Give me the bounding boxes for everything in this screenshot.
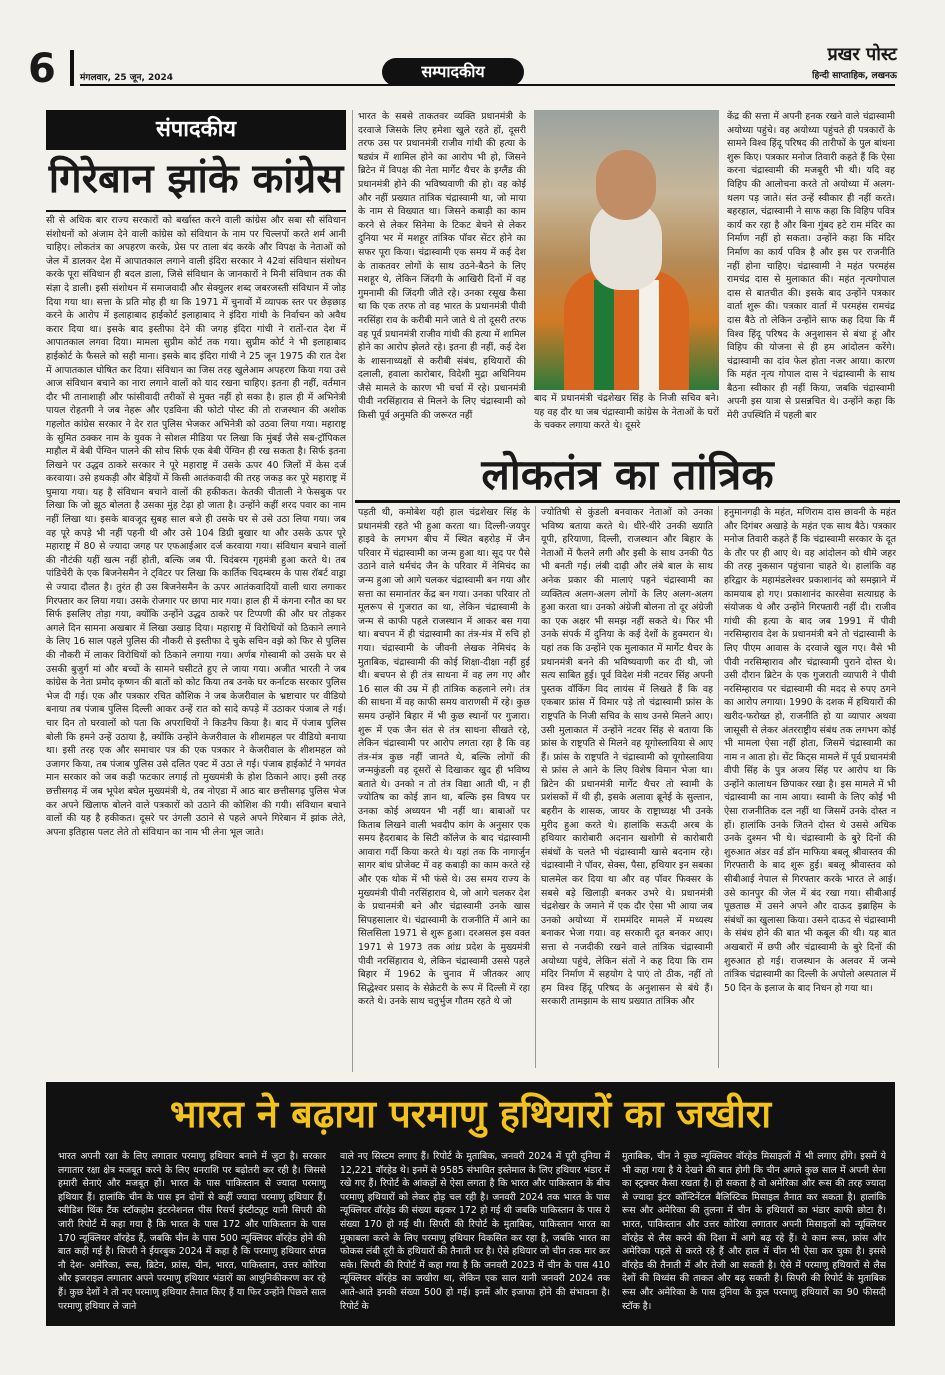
- column-divider: [718, 506, 719, 1068]
- page-number-divider: [70, 50, 74, 86]
- article-column-top-right: [727, 110, 895, 440]
- editorial-body-text: सी से अधिक बार राज्य सरकारों को बर्खास्त करने वाली कांग्रेस और सबा सौ संविधान संशोधनों को अंजाम देने वाली कांग्रेस को संविधान के नाम पर चिल्लपों करते शर्म आनी चाहिए। लोकतंत्र का अपहरण करके, प्रेस पर ताला बंद करके और विपक्ष के नेताओं को जेल में डालकर देश में आपातकाल लगाने वाली इंदिरा सरकार ने 42वां संविधान संशोधन करके पूरा संविधान ही बदल डाला, जिसे संविधान के जानकारों ने मिनी संविधान तक की संज्ञा दे डाली। इसी संशोधन में समाजवादी और सेक्युलर शब्द जबरजस्ती संविधान में जोड़ दिया गया था। सत्ता के प्रति मोह ही था कि 1971 में चुनावों में व्यापक स्तर पर छेड़छाड़ करने के आरोप में इलाहाबाद हाईकोर्ट इलाहाबाद ने इंदिरा गांधी के निर्वाचन को अवैध करार दिया था। इसके बाद इस्तीफा देने की जगह इंदिरा गांधी ने रातों-रात देश में आपातकाल लगवा दिया। मामला सुप्रीम कोर्ट तक गया। सुप्रीम कोर्ट ने भी इलाहाबाद हाईकोर्ट के फैसले को सही माना। इसके बाद इंदिरा गांधी ने 25 जून 1975 की रात देश में आपातकाल घोषित कर दिया। संविधान का जिस तरह खुलेआम अपहरण किया गया उसे आज संविधान बचाने का नारा लगाने वालों को याद रखना चाहिए। इतना ही नहीं, वर्तमान दौर भी तानाशाही और फांसीवादी तरीकों से मुक्त नहीं हो सका है। हाल ही में अभिनेत्री पायल रोहतगी ने जब नेहरू और एडविना की फोटो पोस्ट की तो राजस्थान की अशोक गहलोत कांग्रेस सरकार ने देर रात पुलिस भेजकर अभिनेत्री को उठवा लिया गया। महाराष्ट्र के सुमित ठक्कर नाम के युवक ने सोशल मीडिया पर लिखा कि मुंबई जैसे सब-ट्रॉपिकल माहौल में बेबी पेंग्विन पालने की सोच सिर्फ एक बेबी पेंग्विन ही रख सकता है। सिर्फ इतना लिखने पर उद्धव ठाकरे सरकार ने पूरे महाराष्ट्र में उसके ऊपर 40 जिलों में केस दर्ज करवाया। उसे हथकड़ी और बेड़ियों में किसी आतंकवादी की तरह जकड़ कर पूरे महाराष्ट्र में घुमाया गया। यह है संविधान बचाने वालों की हकीकत। केतकी चीताली ने फेसबुक पर लिखा कि जो झूठ बोलता है उसका मुंह टेढ़ा हो जाता है। उन्होंने कहीं शरद पवार का नाम नहीं लिखा था। इसके बावजूद सुबह साल बजे ही उसके घर से उसे उठा लिया गया। जब वह पूरे कपड़े भी नहीं पहनी थी और उसे 104 डिग्री बुखार था और उसके ऊपर पूरे महाराष्ट्र में 80 से ज्यादा जगह पर एफआईआर दर्ज करवाया गया। संविधान बचाने वालों की नौटंकी यहीं खत्म नहीं होती, बल्कि जब पी. चिदंबरम गृहमंत्री हुआ करते थे। तब पांडिचेरी के एक बिजनेसमैन ने ट्विटर पर लिखा कि कार्तिक चिदम्बरम के पास रॉबर्ट वाड्रा से ज्यादा दौलत है। तुरंत ही उस बिजनेसमैन के ऊपर आतंकवादियों वाली धारा लगाकर गिरफ्तार कर लिया गया। उसके रोजगार पर छापा मार गया। हाल ही में कंगना रनौत का घर सिर्फ इसलिए तोड़ा गया, क्योंकि उन्होंने उद्धव ठाकरे पर टिप्पणी की और घर तोड़कर अगले दिन सामना अखबार में लिखा उखाड़ दिया। महाराष्ट्र में विरोधियों को ठिकाने लगाने के लिए 16 साल पहले पुलिस की नौकरी से इस्तीफा दे चुके सचिन वझे को फिर से पुलिस की नौकरी में लाकर विरोधियों को ठिकाने लगाया गया। अर्णब गोस्वामी को उसके घर से उसकी बुजुर्ग मां और बच्चों के सामने घसीटते हुए ले जाया गया। अजीत भारती ने जब कांग्रेस के नेता प्रमोद कृष्णन की बातों को कोट किया तब उनके घर कर्नाटक सरकार पुलिस भेज दी गई। एक और पत्रकार रचित कौशिक ने जब केजरीवाल के भ्रष्टाचार पर वीडियो बनाया तब पंजाब पुलिस दिल्ली आकर उन्हें रात को सादे कपड़े में उठाकर पंजाब ले गई। चार दिन तो घरवालों को पता कि अपराधियों ने किडनैप किया है। बाद में पंजाब पुलिस बोली कि हमने उन्हें उठाया है, क्योंकि उन्होंने केजरीवाल के शीशमहल पर वीडियो बनाया था। इसी तरह एक और समाचार पत्र की एक पत्रकार ने केजरीवाल के शीशमहल को उजागर किया, तब पंजाब पुलिस उसे दलित एक्ट में उठा ले गई। पंजाब हाईकोर्ट ने भगवंत मान सरकार को जब कड़ी फटकार लगाई तो मुख्यमंत्री के होश ठिकाने आए। इसी तरह छत्तीसगढ़ में जब भूपेश बघेल मुख्यमंत्री थे, तब नोएडा में आठ बार छत्तीसगढ़ पुलिस भेज कर अपने खिलाफ बोलने वाले पत्रकारों को उठाने की कोशिश की गयी। संविधान बचाने वालों की यह है हकीकत। दूसरे पर उंगली उठाने से पहले अपने गिरेबान में झांक लेते, अपना इतिहास पलट लेते तो संविधान का नाम भी लेना भूल जाते।: [46, 215, 346, 838]
- article-column-1: [358, 506, 530, 1068]
- photo-scarf-white: [639, 280, 659, 390]
- article-column-top-left: [358, 110, 526, 440]
- column-divider: [535, 506, 536, 1068]
- article-headline-rule: [355, 500, 900, 503]
- editorial-body: [46, 214, 346, 1070]
- editorial-headline: गिरेबान झांके कांग्रेस: [48, 155, 344, 202]
- article-text-top-right: केंद्र की सत्ता में अपनी हनक रखने वाले चंद्रास्वामी अयोध्या पहुंचे। वह अयोध्या पहुंचते ही पत्रकारों के सामने विश्व हिंदू परिषद की तारीफों के पुल बांधना शुरू किए। पत्रकार मनोज तिवारी कहते हैं कि ऐसा करना चंद्रास्वामी की मजबूरी भी थी। यदि वह विहिप की आलोचना करते तो अयोध्या में अलग-थलग पड़ जाते। संत उन्हें स्वीकार ही नहीं करते। बहरहाल, चंद्रास्वामी ने साफ कहा कि विहिप पवित्र कार्य कर रहा है और बिना गुंबद हटे राम मंदिर का निर्माण नहीं हो सकता। उन्होंने कहा कि मंदिर निर्माण का कार्य पवित्र है और इस पर राजनीति नहीं होना चाहिए। चंद्रास्वामी ने महंत परमहंस रामचंद्र दास से मुलाकात की। महंत नृत्यगोपाल दास से बातचीत की। इसके बाद उन्होंने पत्रकार वार्ता शुरू की। पत्रकार वार्ता में परमहंस रामचंद्र दास बैठे तो लेकिन उन्होंने साफ कह दिया कि मैं विश्व हिंदू परिषद के अनुशासन से बंधा हूं और विहिप की योजना से ही हम आंदोलन करेंगे। चंद्रास्वामी का दांव फेल होता नजर आया। कारण कि महंत नृत्य गोपाल दास ने चंद्रास्वामी के साथ बैठना स्वीकार ही नहीं किया, जबकि चंद्रास्वामी अपनी इस यात्रा से प्रसन्नचित थे। उन्होंने कहा कि मेरी उपस्थिति में पहली बार: [727, 111, 895, 422]
- photo-caption: बाद में प्रधानमंत्री चंद्रशेखर सिंह के निजी सचिव बने। यह वह दौर था जब चंद्रास्वामी कांग्रेस के नेताओं के घरों के चक्कर लगाया करते थे। दूसरे: [534, 393, 719, 432]
- section-label: सम्पादकीय: [382, 58, 524, 86]
- photo-face: [596, 150, 656, 220]
- newspaper-tagline: हिन्दी साप्ताहिक, लखनऊ: [812, 71, 897, 81]
- feature-text-3: मुताबिक, चीन ने कुछ न्यूक्लियर वॉरहेड मिसाइलों में भी लगाए होंगे। इसमें ये भी कहा गया है ये देखने की बात होगी कि चीन अगले कुछ साल में अपनी सेना का स्ट्रक्चर कैसा रखता है। हो सकता है वो अमेरिका और रूस की तरह ज्यादा से ज्यादा इंटर कॉन्टिनेंटल बैलिस्टिक मिसाइल तैनात कर सकता है। हालांकि रूस और अमेरिका की तुलना में चीन के हथियारों का भंडार काफी छोटा है। भारत, पाकिस्तान और उत्तर कोरिया लगातार अपनी मिसाइलों को न्यूक्लियर वॉरहेड से लैस करने की दिशा में आगे बढ़ रहे हैं। ये काम रूस, फ्रांस और अमेरिका पहले से करते रहे हैं और हाल में चीन भी ऐसा कर चुका है। इससे वॉरहेड की तैनाती में और तेजी आ सकती है। ऐसे में परमाणु हथियारों से लैस देशों की विध्वंस की ताकत और बढ़ सकती है। सिपरी की रिपोर्ट के मुताबिक रूस और अमेरिका के पास दुनिया के कुल परमाणु हथियारों का 90 फीसदी स्टॉक है।: [622, 1151, 886, 1312]
- article-text-2: ज्योतिषी से कुंडली बनवाकर नेताओं को उनका भविष्य बताया करते थे। धीरे-धीरे उनकी ख्याति यूपी, हरियाणा, दिल्ली, राजस्थान और बिहार के नेताओं में फैलने लगी और इसी के साथ उनकी पैठ भी बनती गई। लंबी दाढ़ी और लंबे बाल के साथ अनेक प्रकार की मालाएं पहने चंद्रास्वामी का व्यक्तित्व अलग-अलग लोगों के लिए अलग-अलग हुआ करता था। उनको अंग्रेजी बोलना तो दूर अंग्रेजी का एक अक्षर भी समझ नहीं सकते थे। फिर भी उनके संपर्क में दुनिया के कई देशों के हुक्मरान थे। यहां तक कि उन्होंने एक मुलाकात में मार्गेट थैचर के प्रधानमंत्री बनने की भविष्यवाणी कर दी थी, जो सत्य साबित हुई। पूर्व विदेश मंत्री नटवर सिंह अपनी पुस्तक वॉकिंग विद लायंस में लिखते हैं कि वह एकबार फ्रांस में विमार पड़े तो चंद्रास्वामी फ्रांस के राष्ट्रपति के निजी सचिव के साथ उनसे मिलने आए। उसी मुलाकात में उन्होंने नटवर सिंह से बताया कि फ्रांस के राष्ट्रपति से मिलने वह यूगोस्लाविया से आए हैं। फ्रांस के राष्ट्रपति ने चंद्रास्वामी को यूगोस्लाविया से फ्रांस ले आने के लिए विशेष विमान भेजा था। ब्रिटेन की प्रधानमंत्री मार्गेट थैचर तो स्वामी के प्रशंसकों में थी ही, इसके अलावा ब्रूनेई के सुल्तान, बहरीन के शासक, जायर के राष्ट्राध्यक्ष भी उनके मुरीद हुआ करते थे। हालांकि सऊदी अरब के हथियार कारोबारी अदनान खशोगी से कारोबारी संबंधों के चलते भी चंद्रास्वामी खासे बदनाम रहे। चंद्रास्वामी ने पॉवर, सेक्स, पैसा, हथियार इन सबका घालमेल कर दिया था और वह पॉवर फिक्सर के सबसे बड़े खिलाड़ी बनकर उभरे थे। प्रधानमंत्री चंद्रशेखर के जमाने में एक दौर ऐसा भी आया जब उनको अयोध्या में राममंदिर मामले में मध्यस्थ बनाकर भेजा गया। वह सरकारी दूत बनकर आए। सत्ता से नजदीकी रखने वाले तांत्रिक चंद्रास्वामी अयोध्या पहुंचे, लेकिन संतों ने कह दिया कि राम मंदिर निर्माण में सहयोग दे पाएं तो ठीक, नहीं तो हम विश्व हिंदू परिषद के अनुशासन से बंधे हैं। सरकारी तामझाम के साथ प्रख्यात तांत्रिक और: [541, 507, 713, 1008]
- article-text-top-left: भारत के सबसे ताकतवर व्यक्ति प्रधानमंत्री के दरवाजे जिसके लिए हमेशा खुले रहते हों, दूसरी तरफ उस पर प्रधानमंत्री राजीव गांधी की हत्या के षड्यंत्र में शामिल होने का आरोप भी हो, जिसने ब्रिटेन में विपक्ष की नेता मार्गेट थैचर के इग्लैंड की प्रधानमंत्री होने की भविष्यवाणी की हो। वह कोई और नहीं प्रख्यात तांत्रिक चंद्रास्वामी था, जो माया के नाम से विख्यात था। जिसने कबाड़ी का काम करने से लेकर सिनेमा के टिकट बेचने से लेकर दुनिया भर में मशहूर तांत्रिक पॉवर सेंटर होने का सफर पूरा किया। चंद्रास्वामी एक समय में कई देश के ताकतवर लोगों के साथ उठने-बैठने के लिए मशहूर थे, लेकिन जिंदगी के आखिरी दिनों में वह गुमनामी की जिंदगी जीते रहे। उनका रसूख कैसा था कि एक तरफ तो वह भारत के प्रधानमंत्री पीवी नरसिंहा राव के करीबी माने जाते थे तो दूसरी तरफ वह पूर्व प्रधानमंत्री राजीव गांधी की हत्या में शामिल होने का आरोप झेलते रहे। इतना ही नहीं, कई देश के शासनाध्यक्षों से करीबी संबंध, हथियारों की दलाली, हवाला कारोबार, विदेशी मुद्रा अधिनियम जैसे मामले के कारण भी चर्चा में रहे। प्रधानमंत्री पीवी नरसिंहाराव से मिलने के लिए चंद्रास्वामी को किसी पूर्व अनुमति की जरूरत नहीं: [358, 111, 526, 422]
- feature-column-2: [340, 1150, 610, 1320]
- editorial-rule: [46, 210, 346, 212]
- article-text-3: हनुमानगढ़ी के महंत, मणिराम दास छावनी के महंत और दिगंबर अखाड़े के महंत एक साथ बैठे। पत्रकार मनोज तिवारी कहते हैं कि चंद्रास्वामी सरकार के दूत के तौर पर ही आए थे। वह आंदोलन को धीमे जहर की तरह नुकसान पहुंचाना चाहते थे। हालांकि वह हरिद्वार के महामंडलेश्वर प्रकाशानंद को समझाने में कामयाब हो गए। प्रकाशानंद कारसेवा सत्याग्रह के संयोजक थे और उन्होंने गिरफ्तारी नहीं दी। राजीव गांधी की हत्या के बाद जब 1991 में पीवी नरसिम्हाराव देश के प्रधानमंत्री बने तो चंद्रास्वामी के लिए पीएम आवास के दरवाजे खुल गए। वैसे भी पीवी नरसिम्हाराव और चंद्रास्वामी पुराने दोस्त थे। उसी दौरान ब्रिटेन के एक गुजराती व्यापारी ने पीवी नरसिम्हाराव पर चंद्रास्वामी की मदद से रुपए ठगने का आरोप लगाया। 1990 के दशक में हथियारों की खरीद-फरोख्त हो, राजनीति हो या व्यापार अथवा जासूसी से लेकर अंतरराष्ट्रीय संबंध तक लगभग कोई भी मामला ऐसा नहीं होता, जिसमें चंद्रास्वामी का नाम न आता हो। सेंट किट्स मामले में पूर्व प्रधानमंत्री वीपी सिंह के पुत्र अजय सिंह पर आरोप था कि उन्होंने कालाधन छिपाकर रखा है। इस मामले में भी चंद्रास्वामी का नाम आया। स्वामी के लिए कोई भी ऐसा राजनीतिक दल नहीं था जिसमें उनके दोस्त न हों। हालांकि उनके जितने दोस्त थे उससे अधिक उनके दुश्मन भी थे। चंद्रास्वामी के बुरे दिनों की शुरुआत अंडर वर्ड डॉन माफिया बबलू श्रीवास्तव की गिरफ्तारी के बाद शुरू हुई। बबलू श्रीवास्तव को सीबीआई नेपाल से गिरफ्तार करके भारत ले आई। उसे कानपुर की जेल में बंद रखा गया। सीबीआई पूछताछ में उसने अपने और दाऊद इब्राहिम के संबंधों का खुलासा किया। उसने दाऊद से चंद्रास्वामी के संबंध होने की बात भी कबूल की थी। यह बात अखबारों में छपी और चंद्रास्वामी के बुरे दिनों की शुरुआत हो गई। राजस्थान के अलवर में जन्मे तांत्रिक चंद्रास्वामी का दिल्ली के अपोलो अस्पताल में 50 दिन के इलाज के बाद निधन हो गया था।: [724, 507, 896, 994]
- article-column-3: [724, 506, 896, 1068]
- article-text-1: पड़ती थी, कमोबेश यही हाल चंद्रशेखर सिंह के प्रधानमंत्री रहते भी हुआ करता था। दिल्ली-जयपुर हाइवे के लगभग बीच में स्थित बहरोड़ में जैन परिवार में चंद्रास्वामी का जन्म हुआ था। सूद पर पैसे उठाने वाले धर्मचंद जैन के परिवार में नेमिचंद का जन्म हुआ जो आगे चलकर चंद्रास्वामी बन गया और सत्ता का समानांतर केंद्र बन गया। उनका परिवार तो मूलरूप से गुजरात का था, लेकिन चंद्रास्वामी के जन्म से काफी पहले राजस्थान में आकर बस गया था। बचपन में ही चंद्रास्वामी का तंत्र-मंत्र में रुचि हो गया। चंद्रास्वामी के जीवनी लेखक नेमिचंद के मुताबिक, चंद्रास्वामी की कोई शिक्षा-दीक्षा नहीं हुई थी। बचपन से ही तंत्र साधना में वह लग गए और 16 साल की उम्र में ही तांत्रिक कहलाने लगे। तंत्र की साधना में वह काफी समय वाराणसी में रहे। कुछ समय उन्होंने बिहार में भी कुछ स्थानों पर गुजारा। शुरू में एक जैन संत से तंत्र साधना सीखते रहे, लेकिन चंद्रास्वामी पर आरोप लगता रहा है कि वह तंत्र-मंत्र कुछ नहीं जानते थे, बल्कि लोगों की जन्मकुंडली वह दूसरों से दिखाकर खुद ही भविष्य बताते थे। उनको न तो तंत्र विद्या आती थी, न ही ज्योतिष का कोई ज्ञान था, बल्कि इस विषय पर उनका कोई अध्ययन भी नहीं था। बाबाओं पर किताब लिखने वाली भवदीप कांग के अनुसार एक समय हैदराबाद के सिटी कॉलेज के बाद चंद्रास्वामी आवारा गर्दी किया करते थे। यहां तक कि नागार्जुन सागर बांध प्रोजेक्ट में वह कबाड़ी का काम करते रहे और एक थोक में भी फंसे थे। उस समय राज्य के मुख्यमंत्री पीवी नरसिंहाराव थे, जो आगे चलकर देश के प्रधानमंत्री बने और चंद्रास्वामी उनके खास सिपहसालार थे। चंद्रास्वामी के राजनीति में आने का सिलसिला 1971 से शुरू हुआ। दरअसल इस वक्त 1971 से 1973 तक आंध्र प्रदेश के मुख्यमंत्री पीवी नरसिंहाराव थे, लेकिन चंद्रास्वामी उससे पहले बिहार में 1962 के चुनाव में जीतकर आए सिद्धेश्वर प्रसाद के सेक्रेटरी के रूप में दिल्ली में रहा करते थे। उनके साथ चतुर्भुज गौतम रहते थे जो: [358, 507, 530, 1008]
- feature-text-1: भारत अपनी रक्षा के लिए लगातार परमाणु हथियार बनाने में जुटा है। सरकार लगातार रक्षा क्षेत्र मजबूत करने के लिए धनराशि पर बढ़ोतरी कर रही है। जिससे हमारी सेनाएं और मजबूत हों। भारत के पास पाकिस्तान से ज्यादा परमाणु हथियार हैं। हालांकि चीन के पास इन दोनों से कहीं ज्यादा परमाणु हथियार हैं। स्वीडिश थिंक टैंक स्टॉकहोम इंटरनेशनल पीस रिसर्च इंस्टीट्यूट यानी सिपरी की जारी रिपोर्ट में कहा गया है कि भारत के पास 172 और पाकिस्तान के पास 170 न्यूक्लियर वॉरहेड हैं, जबकि चीन के पास 500 न्यूक्लियर वॉरहेड होने की बात कही गई है। सिपरी ने ईयरबुक 2024 में कहा है कि परमाणु हथियार संपन्न नौ देश- अमेरिका, रूस, ब्रिटेन, फ्रांस, चीन, भारत, पाकिस्तान, उत्तर कोरिया और इजराइल लगातार अपने परमाणु हथियार भंडारों का आधुनिकीकरण कर रहे हैं। कुछ देशों ने तो नए परमाणु हथियार तैनात किए हैं या फिर उन्होंने पिछले साल परमाणु हथियार ले जाने: [58, 1151, 326, 1312]
- article-column-2: [541, 506, 713, 1068]
- editorial-label: संपादकीय: [46, 110, 346, 150]
- column-divider: [352, 110, 353, 1072]
- article-photo: [534, 110, 719, 390]
- issue-date: मंगलवार, 25 जून, 2024: [80, 73, 174, 83]
- feature-text-2: वाले नए सिस्टम लगाए हैं। रिपोर्ट के मुताबिक, जनवरी 2024 में पूरी दुनिया में 12,221 वॉरहेड थे। इनमें से 9585 संभावित इस्तेमाल के लिए हथियार भंडार में रखे गए हैं। रिपोर्ट के आंकड़ों से ऐसा लगता है कि भारत और पाकिस्तान के बीच परमाणु हथियारों को लेकर होड़ चल रही है। जनवरी 2024 तक भारत के पास न्यूक्लियर वॉरहेड की संख्या बढ़कर 172 हो गई थी जबकि पाकिस्तान के पास ये संख्या 170 हो गई थी। सिपरी की रिपोर्ट के मुताबिक, पाकिस्तान भारत का मुकाबला करने के लिए परमाणु हथियार विकसित कर रहा है, जबकि भारत का फोकस लंबी दूरी के हथियारों की तैनाती पर है। ऐसे हथियार जो चीन तक मार कर सके। सिपरी की रिपोर्ट में कहा गया है कि जनवरी 2023 में चीन के पास 410 न्यूक्लियर वॉरहेड का जखीरा था, लेकिन एक साल यानी जनवरी 2024 तक आते-आते इनकी संख्या 500 हो गई। इनमें और इजाफा होने की संभावना है। रिपोर्ट के: [340, 1151, 610, 1312]
- photo-scarf-green: [594, 280, 614, 390]
- page-number: 6: [28, 46, 56, 92]
- newspaper-name: प्रखर पोस्ट: [827, 44, 897, 65]
- feature-column-1: [58, 1150, 326, 1320]
- feature-headline: भारत ने बढ़ाया परमाणु हथियारों का जखीरा: [46, 1082, 895, 1146]
- article-headline: लोकतंत्र का तांत्रिक: [481, 450, 774, 499]
- feature-column-3: [622, 1150, 886, 1320]
